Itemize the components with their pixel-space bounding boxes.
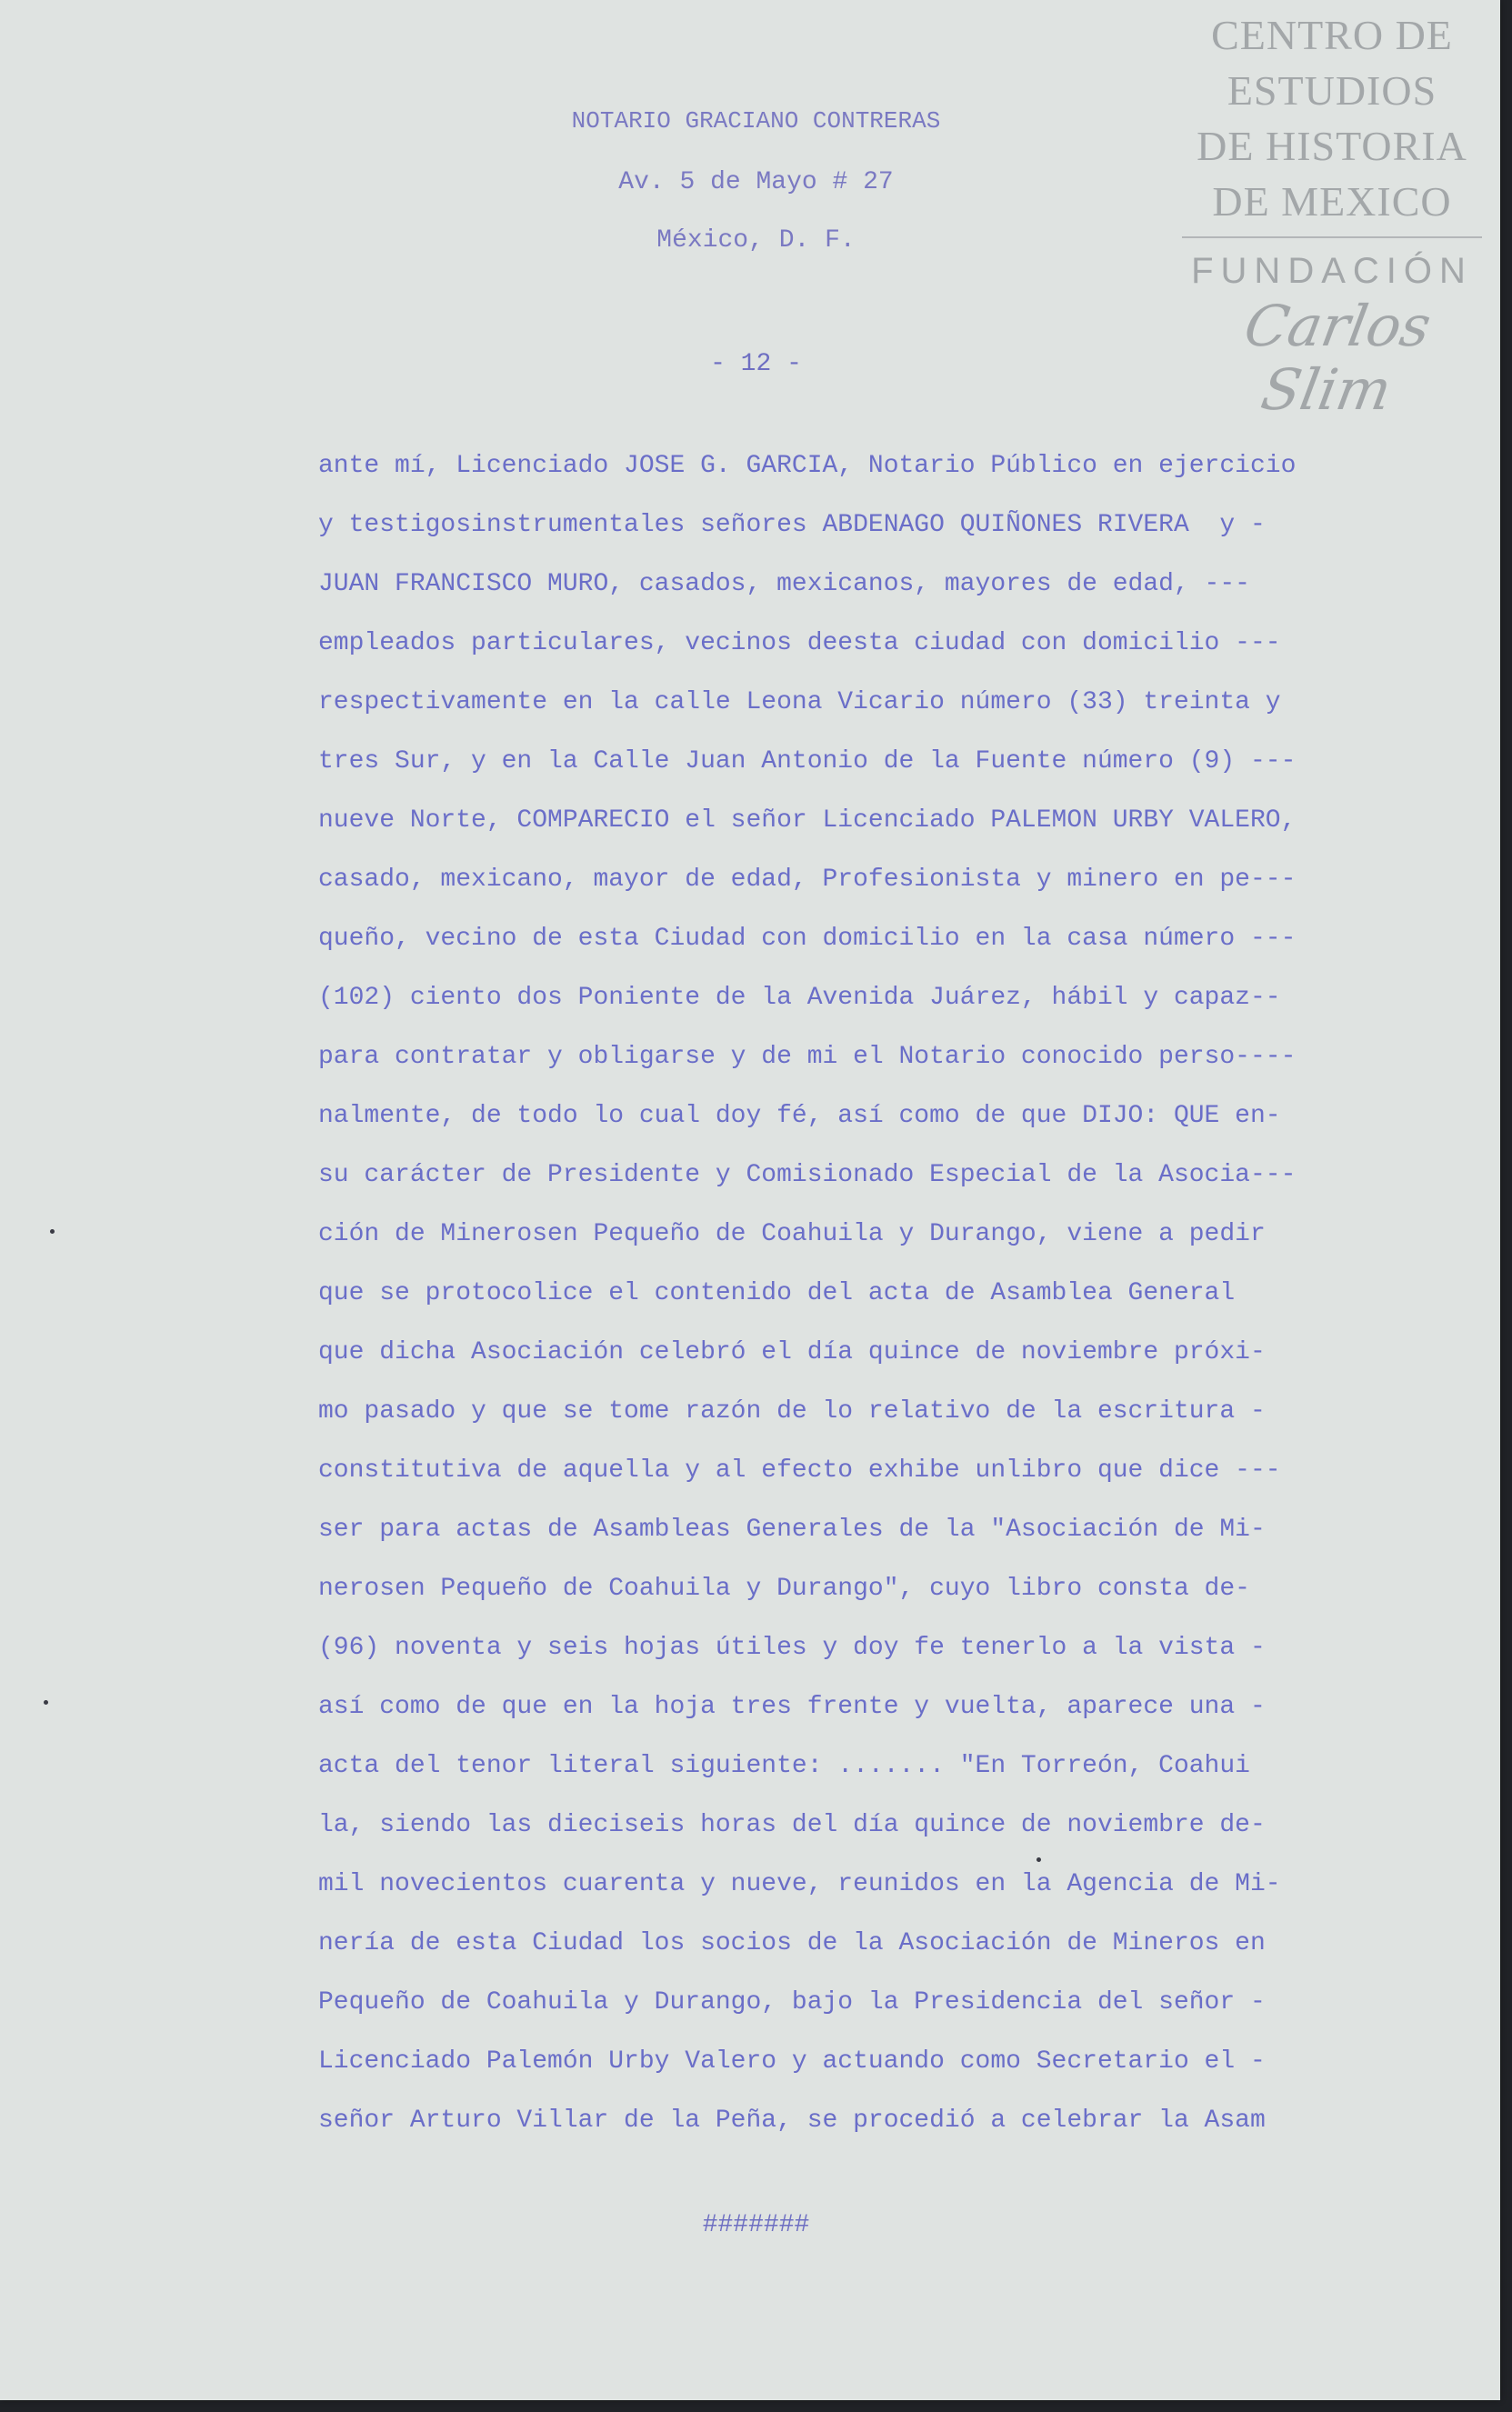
watermark-line: DE MEXICO <box>1212 178 1452 225</box>
watermark-foundation: FUNDACIÓN <box>1191 251 1473 291</box>
document-body <box>318 436 1297 2150</box>
watermark-line: DE HISTORIA <box>1197 123 1467 169</box>
page-number: - 12 - <box>710 350 802 378</box>
body-line: ser para actas de Asambleas Generales de la "Asociación de Mi- <box>318 1516 1266 1544</box>
body-line: señor Arturo Villar de la Peña, se procedió a celebrar la Asam <box>318 2107 1266 2135</box>
watermark-line: CENTRO DE <box>1211 12 1453 58</box>
footer-marks: ####### <box>702 2211 810 2239</box>
body-line: que se protocolice el contenido del acta de Asamblea General <box>318 1279 1236 1307</box>
body-line: empleados particulares, vecinos deesta ciudad con domicilio --- <box>318 629 1281 657</box>
body-line: ción de Minerosen Pequeño de Coahuila y Durango, viene a pedir <box>318 1220 1266 1248</box>
body-line: que dicha Asociación celebró el día quince de noviembre próxi- <box>318 1338 1266 1366</box>
body-line: mo pasado y que se tome razón de lo relativo de la escritura - <box>318 1397 1266 1426</box>
body-line: (102) ciento dos Poniente de la Avenida Juárez, hábil y capaz-- <box>318 984 1281 1012</box>
body-line: nerosen Pequeño de Coahuila y Durango", cuyo libro consta de- <box>318 1575 1250 1603</box>
body-line: nalmente, de todo lo cual doy fé, así como de que DIJO: QUE en- <box>318 1102 1281 1130</box>
paper-speck <box>44 1700 48 1705</box>
letterhead-address: Av. 5 de Mayo # 27 <box>618 168 894 196</box>
body-line: su carácter de Presidente y Comisionado Especial de la Asocia--- <box>318 1161 1297 1189</box>
body-line: (96) noventa y seis hojas útiles y doy fe tenerlo a la vista - <box>318 1634 1266 1662</box>
body-line: y testigosinstrumentales señores ABDENAGO QUIÑONES RIVERA y - <box>318 511 1266 539</box>
body-line: para contratar y obligarse y de mi el Notario conocido perso---- <box>318 1043 1297 1071</box>
paper-speck <box>50 1229 55 1234</box>
body-line: nueve Norte, COMPARECIO el señor Licenciado PALEMON URBY VALERO, <box>318 806 1297 835</box>
body-line: acta del tenor literal siguiente: ....... "En Torreón, Coahui <box>318 1752 1250 1780</box>
body-line: respectivamente en la calle Leona Vicario número (33) treinta y <box>318 688 1281 716</box>
letterhead-city: México, D. F. <box>656 226 856 255</box>
watermark-line: ESTUDIOS <box>1227 67 1437 114</box>
body-line: ante mí, Licenciado JOSE G. GARCIA, Notario Público en ejercicio <box>318 452 1297 480</box>
body-line: nería de esta Ciudad los socios de la Asociación de Mineros en <box>318 1929 1266 1957</box>
letterhead-notary-name: NOTARIO GRACIANO CONTRERAS <box>571 107 941 135</box>
body-line: así como de que en la hoja tres frente y vuelta, aparece una - <box>318 1693 1266 1721</box>
body-line: queño, vecino de esta Ciudad con domicilio en la casa número --- <box>318 925 1297 953</box>
body-line: Pequeño de Coahuila y Durango, bajo la Presidencia del señor - <box>318 1988 1266 2017</box>
body-line: casado, mexicano, mayor de edad, Profesionista y minero en pe--- <box>318 866 1297 894</box>
body-line: Licenciado Palemón Urby Valero y actuando como Secretario el - <box>318 2047 1266 2076</box>
body-line: tres Sur, y en la Calle Juan Antonio de la Fuente número (9) --- <box>318 747 1297 776</box>
body-line: mil novecientos cuarenta y nueve, reunidos en la Agencia de Mi- <box>318 1870 1281 1898</box>
body-line: constitutiva de aquella y al efecto exhibe unlibro que dice --- <box>318 1456 1281 1485</box>
watermark-signature: Carlos Slim <box>1239 293 1437 423</box>
body-line: JUAN FRANCISCO MURO, casados, mexicanos, mayores de edad, --- <box>318 570 1250 598</box>
paper-speck <box>1036 1857 1041 1862</box>
body-line: la, siendo las dieciseis horas del día quince de noviembre de- <box>318 1811 1266 1839</box>
